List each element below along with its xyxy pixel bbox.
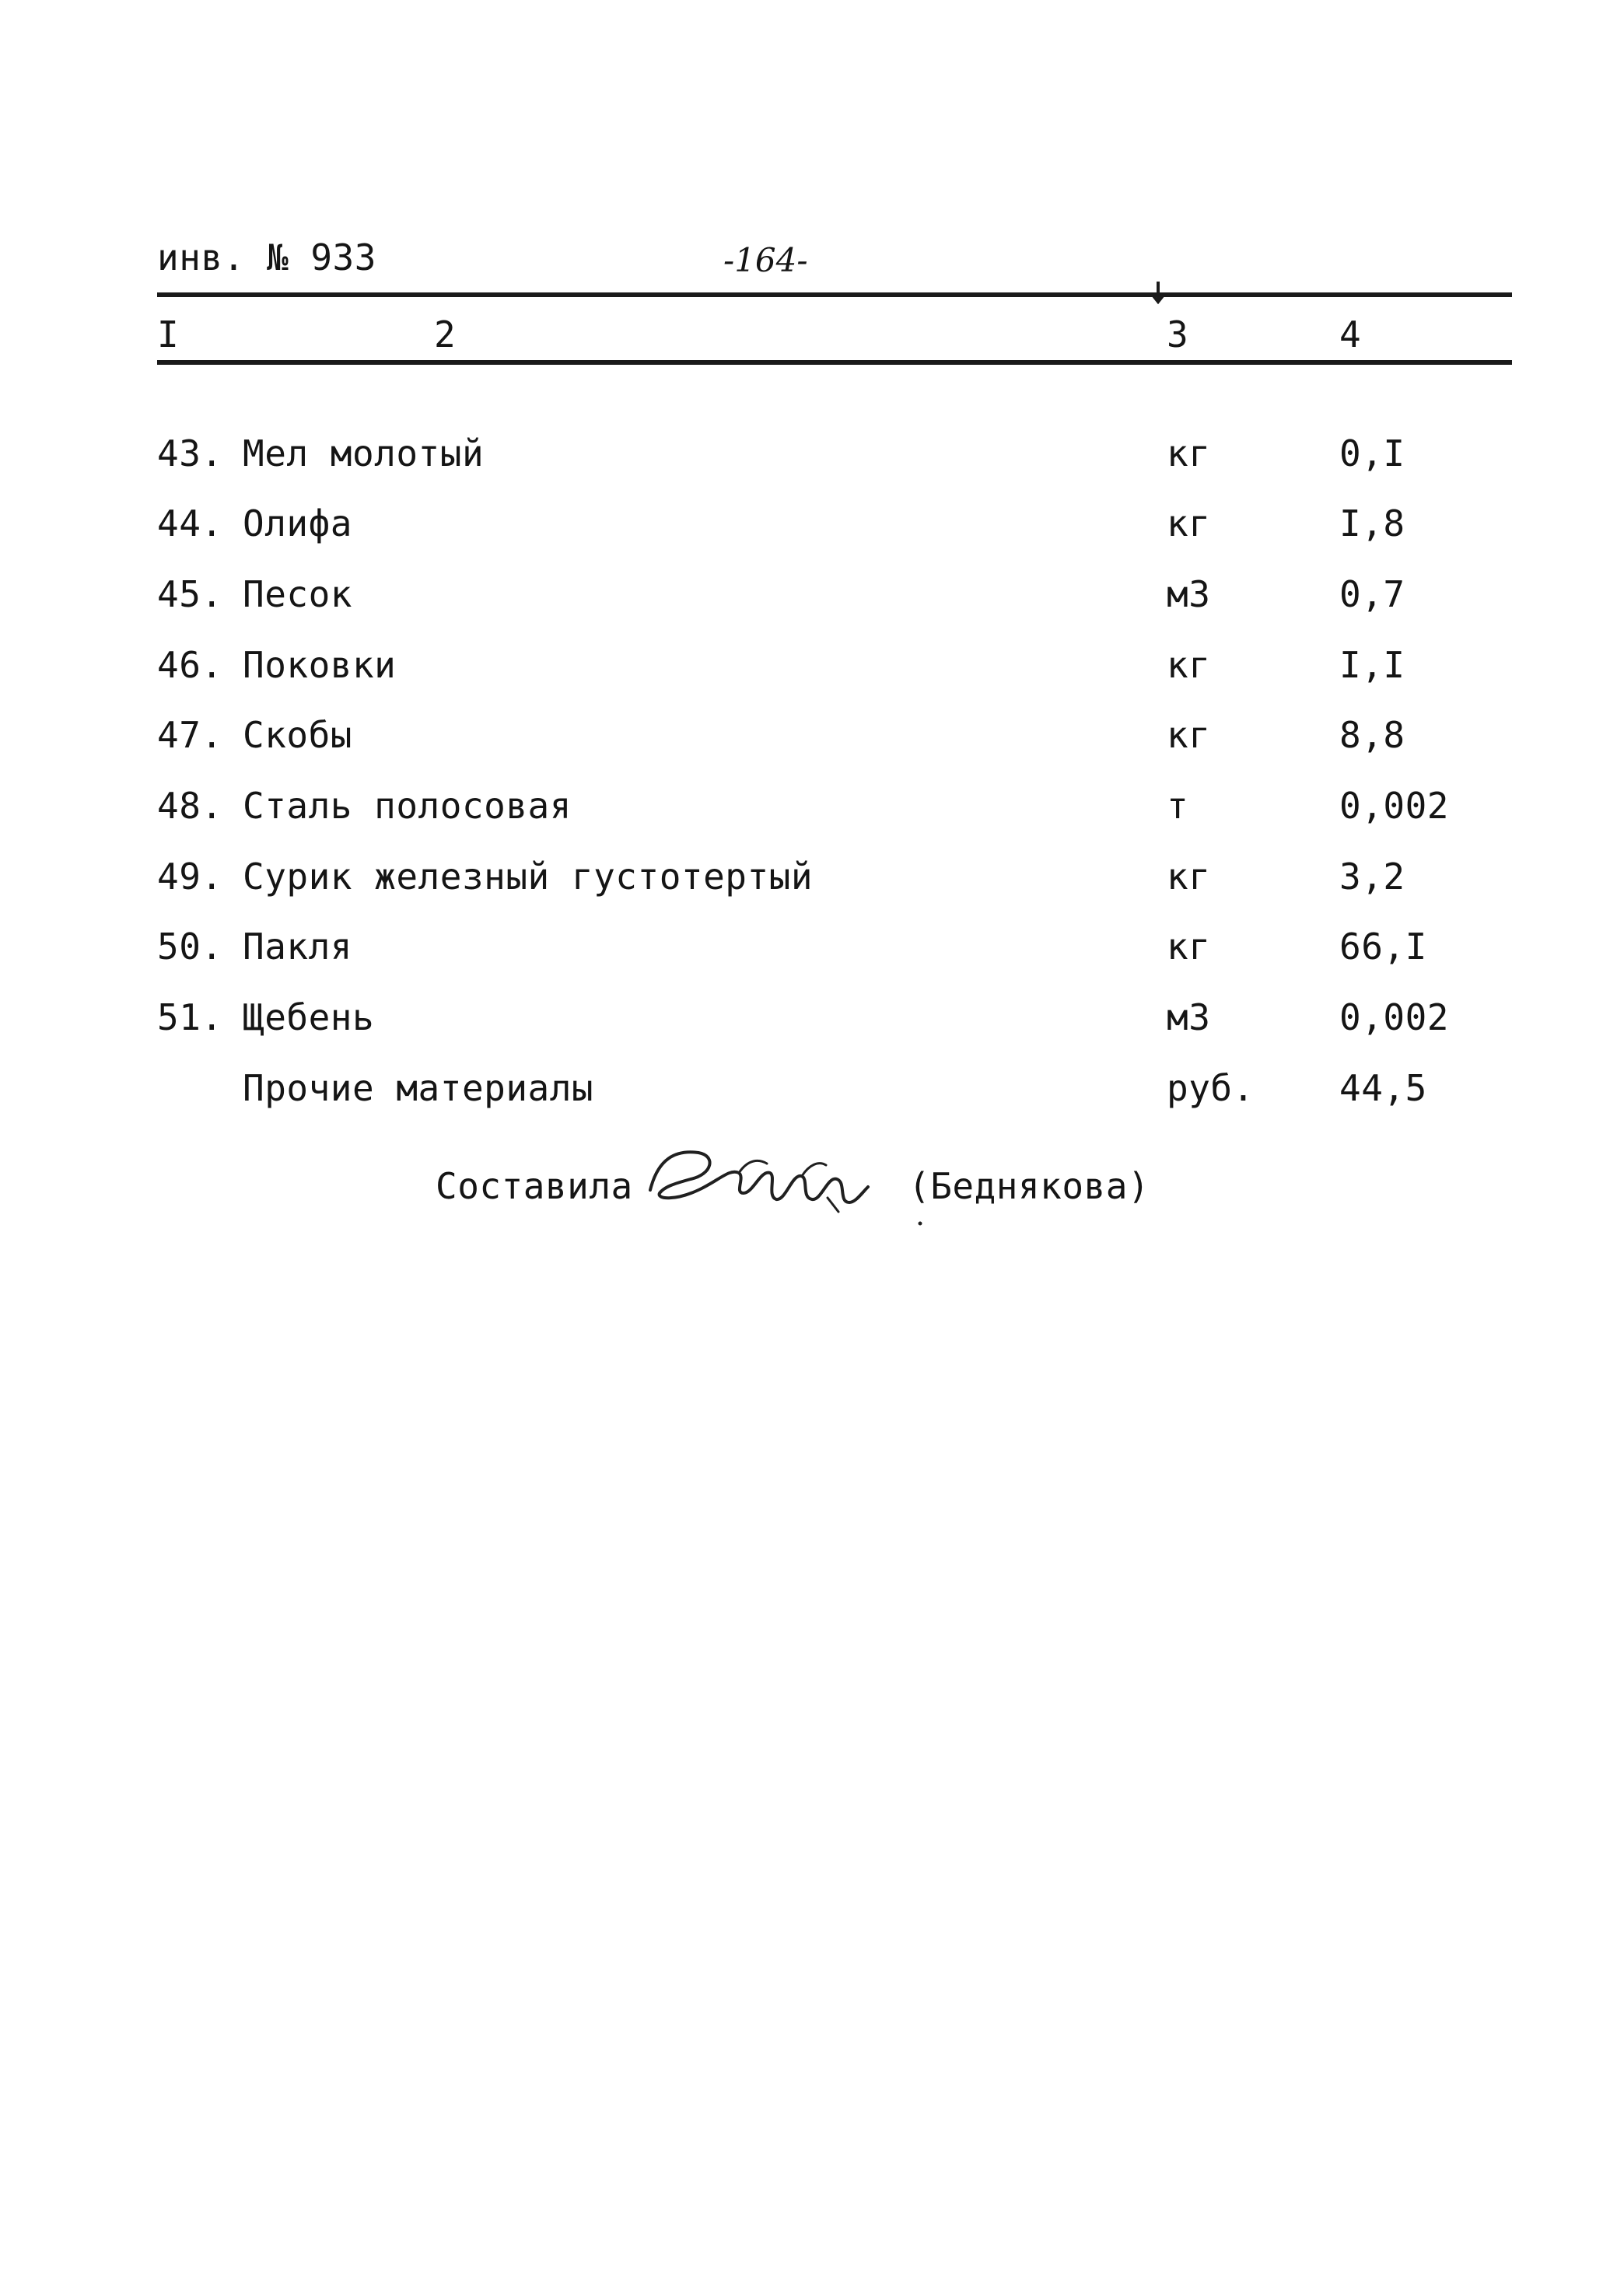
row-number: 44. — [157, 502, 223, 544]
column-header-2: 2 — [434, 313, 457, 355]
unit: кг — [1167, 644, 1211, 686]
table-row — [0, 1067, 1617, 1117]
unit: м3 — [1167, 996, 1211, 1038]
material-name: Скобы — [243, 714, 352, 756]
quantity: 3,2 — [1339, 856, 1405, 898]
table-header-rule — [157, 360, 1512, 365]
row-number: 50. — [157, 926, 223, 968]
table-row — [0, 785, 1617, 835]
quantity: 0,002 — [1339, 785, 1449, 827]
quantity: 0,7 — [1339, 573, 1405, 615]
material-name: Олифа — [243, 502, 352, 544]
unit: м3 — [1167, 573, 1211, 615]
row-number: 45. — [157, 573, 223, 615]
quantity: I,8 — [1339, 502, 1405, 544]
table-top-rule — [157, 292, 1512, 297]
compiled-by-label: Составила — [436, 1165, 633, 1207]
unit: кг — [1167, 926, 1211, 968]
row-number: 49. — [157, 856, 223, 898]
table-row — [0, 996, 1617, 1046]
material-name: Сталь полосовая — [243, 785, 572, 827]
material-name: Поковки — [243, 644, 397, 686]
table-row — [0, 573, 1617, 623]
row-number: 47. — [157, 714, 223, 756]
quantity: 0,002 — [1339, 996, 1449, 1038]
column-header-1: I — [157, 313, 180, 355]
unit: кг — [1167, 714, 1211, 756]
material-name: Пакля — [243, 926, 352, 968]
quantity: 44,5 — [1339, 1067, 1427, 1109]
table-row — [0, 432, 1617, 482]
compiled-by-name: (Беднякова) — [908, 1165, 1150, 1207]
table-row — [0, 644, 1617, 694]
handwritten-signature — [642, 1142, 876, 1216]
quantity: I,I — [1339, 644, 1405, 686]
quantity: 8,8 — [1339, 714, 1405, 756]
material-name: Песок — [243, 573, 352, 615]
column-header-4: 4 — [1339, 313, 1362, 355]
unit: кг — [1167, 856, 1211, 898]
material-name: Мел молотый — [243, 432, 485, 474]
page-number: -164- — [723, 241, 808, 279]
material-name: Щебень — [243, 996, 375, 1038]
unit: кг — [1167, 432, 1211, 474]
row-number: 43. — [157, 432, 223, 474]
row-number: 51. — [157, 996, 223, 1038]
column-header-3: 3 — [1167, 313, 1189, 355]
ink-dot — [918, 1221, 922, 1226]
table-row — [0, 926, 1617, 975]
quantity: 66,I — [1339, 926, 1427, 968]
table-row — [0, 502, 1617, 552]
inventory-number: инв. № 933 — [157, 236, 376, 278]
quantity: 0,I — [1339, 432, 1405, 474]
unit: т — [1167, 785, 1189, 827]
table-row — [0, 714, 1617, 764]
arrow-mark-icon — [1146, 280, 1170, 314]
unit: кг — [1167, 502, 1211, 544]
table-row — [0, 856, 1617, 905]
row-number: 46. — [157, 644, 223, 686]
material-name: Прочие материалы — [243, 1067, 594, 1109]
material-name: Сурик железный густотертый — [243, 856, 814, 898]
row-number: 48. — [157, 785, 223, 827]
unit: руб. — [1167, 1067, 1255, 1109]
